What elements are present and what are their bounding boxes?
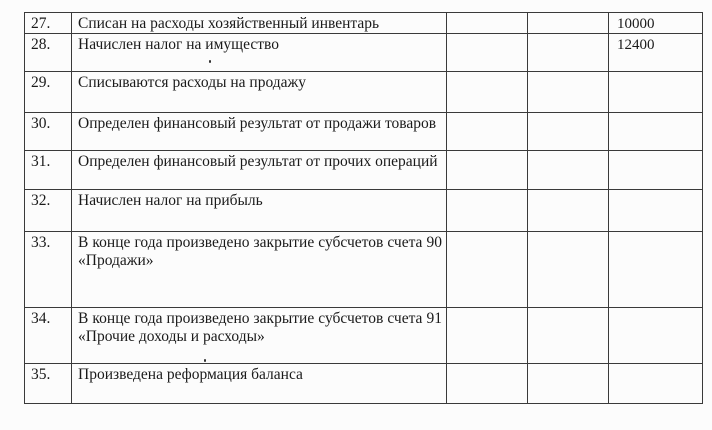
- debit-cell: [447, 232, 528, 308]
- debit-cell: [447, 34, 528, 72]
- operation-description: В конце года произведено закрытие субсчетов счета 91 «Прочие доходы и расходы»: [72, 308, 447, 364]
- operation-description: Списываются расходы на продажу: [72, 72, 447, 113]
- credit-cell: [528, 190, 609, 232]
- row-number: 28.: [25, 34, 72, 72]
- amount-cell: 10000: [609, 13, 703, 34]
- credit-cell: [528, 113, 609, 151]
- table-row: [25, 364, 703, 404]
- debit-cell: [447, 13, 528, 34]
- credit-cell: [528, 34, 609, 72]
- amount-cell: [609, 151, 703, 190]
- debit-cell: [447, 113, 528, 151]
- operation-description: В конце года произведено закрытие субсчетов счета 90 «Продажи»: [72, 232, 447, 308]
- row-number: 29.: [25, 72, 72, 113]
- amount-cell: [609, 113, 703, 151]
- table-row: [25, 232, 703, 308]
- amount-cell: [609, 308, 703, 364]
- table-row: [25, 13, 703, 34]
- credit-cell: [528, 72, 609, 113]
- debit-cell: [447, 364, 528, 404]
- amount-cell: [609, 190, 703, 232]
- table-row: [25, 190, 703, 232]
- operation-description: Произведена реформация баланса: [72, 364, 447, 404]
- amount-cell: [609, 232, 703, 308]
- table-row: [25, 34, 703, 72]
- operation-description: Определен финансовый результат от прочих операций: [72, 151, 447, 190]
- row-number: 33.: [25, 232, 72, 308]
- row-number: 27.: [25, 13, 72, 34]
- table-row: [25, 151, 703, 190]
- row-number: 31.: [25, 151, 72, 190]
- row-number: 32.: [25, 190, 72, 232]
- scan-speck: [204, 359, 206, 362]
- row-number: 34.: [25, 308, 72, 364]
- row-number: 35.: [25, 364, 72, 404]
- debit-cell: [447, 72, 528, 113]
- operation-description: Начислен налог на прибыль: [72, 190, 447, 232]
- operation-description: Начислен налог на имущество: [72, 34, 447, 72]
- table-row: [25, 72, 703, 113]
- amount-cell: 12400: [609, 34, 703, 72]
- credit-cell: [528, 308, 609, 364]
- row-number: 30.: [25, 113, 72, 151]
- operation-description: Определен финансовый результат от продажи товаров: [72, 113, 447, 151]
- credit-cell: [528, 151, 609, 190]
- amount-cell: [609, 72, 703, 113]
- amount-cell: [609, 364, 703, 404]
- credit-cell: [528, 13, 609, 34]
- scan-speck: [209, 60, 211, 63]
- table-row: [25, 113, 703, 151]
- operation-description: Списан на расходы хозяйственный инвентарь: [72, 13, 447, 34]
- debit-cell: [447, 151, 528, 190]
- transactions-table: [24, 12, 703, 404]
- credit-cell: [528, 232, 609, 308]
- debit-cell: [447, 308, 528, 364]
- table-row: [25, 308, 703, 364]
- credit-cell: [528, 364, 609, 404]
- debit-cell: [447, 190, 528, 232]
